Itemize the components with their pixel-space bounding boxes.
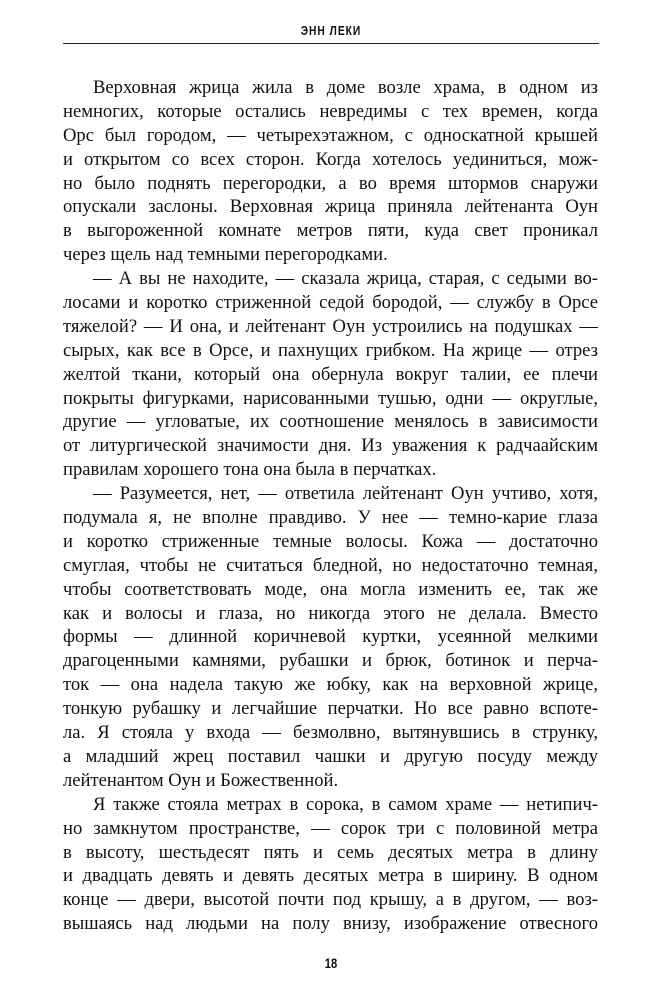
text-line: и двадцать девять и девять десятых метра в ширину. В одном	[63, 865, 598, 887]
text-line: подумала я, не вполне правдиво. У нее — темно-карие глаза	[63, 507, 598, 529]
header-rule	[63, 43, 599, 44]
text-line: чтобы соответствовать моде, она могла изменить ее, так же	[63, 578, 598, 600]
text-line: опускали заслоны. Верховная жрица приняла лейтенанта Оун	[63, 196, 598, 218]
page-number: 18	[324, 955, 338, 971]
text-line: драгоценными камнями, рубашки и брюк, ботинок и перча-	[63, 650, 598, 672]
text-line: сырых, как все в Орсе, и пахнущих грибком. На жрице — отрез	[63, 339, 598, 361]
text-line: другие — угловатые, их соотношение менялось в зависимости	[63, 411, 598, 433]
text-line: но было поднять перегородки, а во время штормов снаружи	[63, 172, 598, 194]
text-line: покрыты фигурками, нарисованными тушью, одни — округлые,	[63, 387, 598, 409]
text-line: в выгороженной комнате метров пяти, куда свет проникал	[63, 220, 598, 242]
text-line: смуглая, чтобы не считаться бледной, но недостаточно темная,	[63, 554, 598, 576]
text-line: — Разумеется, нет, — ответила лейтенант Оун учтиво, хотя,	[93, 483, 598, 505]
text-line: и коротко стриженные темные волосы. Кожа — достаточно	[63, 530, 598, 552]
text-line: и открытом со всех сторон. Когда хотелось уединиться, мож-	[63, 148, 598, 170]
text-line: желтой ткани, который она обернула вокруг талии, ее плечи	[63, 363, 598, 385]
text-line: но замкнутом пространстве, — сорок три с половиной метра	[63, 817, 598, 839]
text-line: а младший жрец поставил чашки и другую посуду между	[63, 745, 598, 767]
text-line: ток — она надела такую же юбку, как на верховной жрице,	[63, 674, 598, 696]
text-line: через щель над темными перегородками.	[63, 244, 388, 266]
text-line: лейтенантом Оун и Божественной.	[63, 769, 339, 791]
text-line: немногих, которые остались невредимы с тех времен, когда	[63, 100, 598, 122]
text-line: конце — двери, высотой почти под крышу, а в другом, — воз-	[63, 889, 598, 911]
text-line: Орс был городом, — четырехэтажном, с односкатной крышей	[63, 124, 598, 146]
text-line: Я также стояла метрах в сорока, в самом храме — нетипич-	[93, 793, 598, 815]
text-line: как и волосы и глаза, но никогда этого не делала. Вместо	[63, 602, 598, 624]
text-line: лосами и коротко стриженной седой бородой, — службу в Орсе	[63, 292, 598, 314]
text-line: ла. Я стояла у входа — безмолвно, вытянувшись в струнку,	[63, 722, 598, 744]
text-line: от литургической значимости дня. Из уважения к радчаайским	[63, 435, 598, 457]
text-line: формы — длинной коричневой куртки, усеянной мелкими	[63, 626, 598, 648]
text-line: вышаясь над людьми на полу внизу, изображение отвесного	[63, 913, 598, 935]
text-line: Верховная жрица жила в доме возле храма, в одном из	[93, 77, 598, 98]
text-line: в высоту, шестьдесят пять и семь десятых метра в длину	[63, 841, 598, 863]
page-body	[63, 76, 598, 936]
running-header: ЭНН ЛЕКИ	[300, 24, 362, 38]
text-line: — А вы не находите, — сказала жрица, старая, с седыми во-	[93, 268, 598, 290]
text-line: тонкую рубашку и легчайшие перчатки. Но все равно вспоте-	[63, 698, 598, 720]
text-line: тяжелой? — И она, и лейтенант Оун устроились на подушках —	[63, 315, 598, 337]
text-line: правилам хорошего тона она была в перчатках.	[63, 459, 437, 481]
